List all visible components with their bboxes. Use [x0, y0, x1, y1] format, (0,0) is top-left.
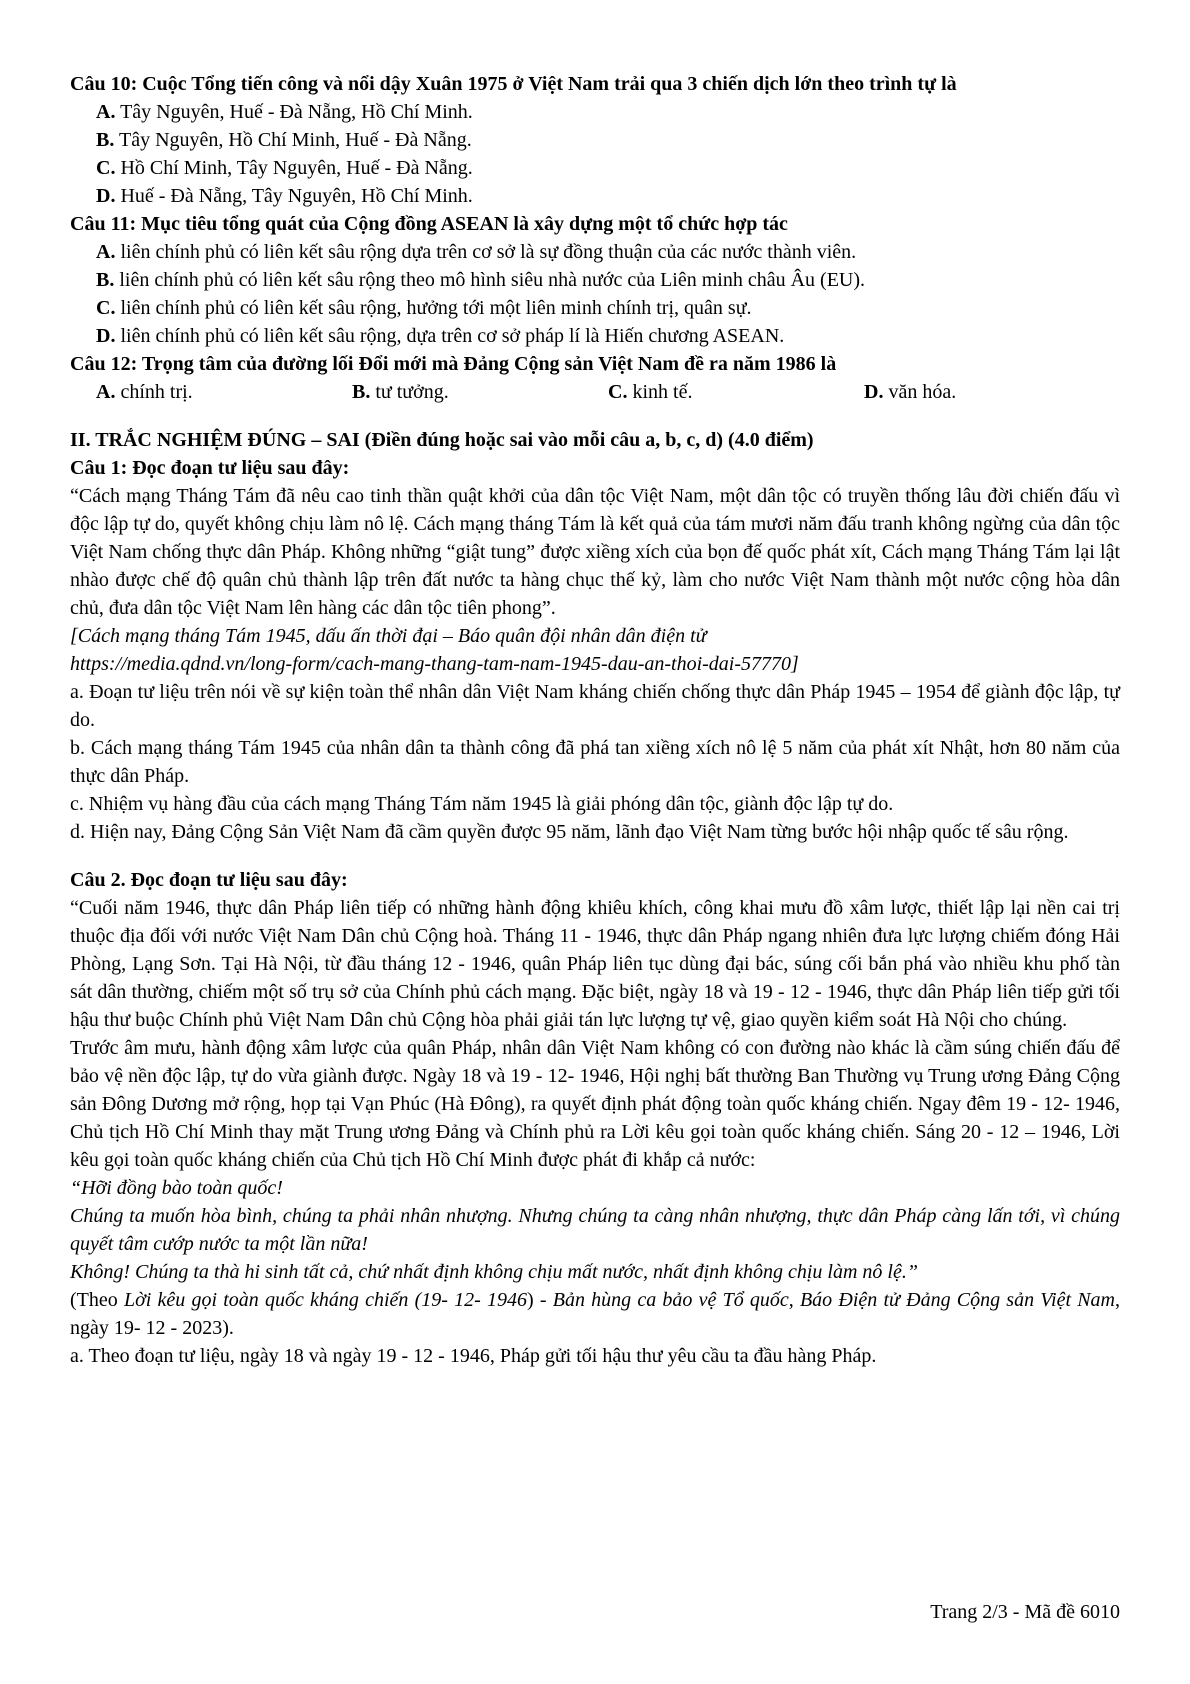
- tf-question-1-statement-a: a. Đoạn tư liệu trên nói về sự kiện toàn thể nhân dân Việt Nam kháng chiến chống thực dân Pháp 1945 – 1954 để giành độc lập, tự do.: [70, 681, 1120, 731]
- question-10-option-d: D. Huế - Đà Nẵng, Tây Nguyên, Hồ Chí Minh.: [96, 185, 473, 207]
- tf-question-2-statement-a: a. Theo đoạn tư liệu, ngày 18 và ngày 19 - 12 - 1946, Pháp gửi tối hậu thư yêu cầu ta đầu hàng Pháp.: [70, 1345, 877, 1367]
- question-10-option-b: B. Tây Nguyên, Hồ Chí Minh, Huế - Đà Nẵng.: [96, 129, 472, 151]
- tf-question-2-source: (Theo Lời kêu gọi toàn quốc kháng chiến (19- 12- 1946) - Bản hùng ca bảo vệ Tổ quốc, Báo Điện tử Đảng Cộng sản Việt Nam, ngày 19- 12 - 2023).: [70, 1289, 1120, 1339]
- page-footer: Trang 2/3 - Mã đề 6010: [930, 1601, 1120, 1623]
- tf-question-1-statement-b: b. Cách mạng tháng Tám 1945 của nhân dân ta thành công đã phá tan xiềng xích nô lệ 5 năm của phát xít Nhật, hơn 80 năm của thực dân Pháp.: [70, 737, 1120, 787]
- tf-question-1-passage: “Cách mạng Tháng Tám đã nêu cao tinh thần quật khởi của dân tộc Việt Nam, một dân tộc có truyền thống lâu đời chiến đấu vì độc lập tự do, quyết không chịu làm nô lệ. Cách mạng tháng Tám là kết quả của tám mươi năm đấu tranh không ngừng của dân tộc Việt Nam chống thực dân Pháp. Không những “giật tung” được xiềng xích của bọn đế quốc phát xít, Cách mạng Tháng Tám lại lật nhào được chế độ quân chủ thành lập trên đất nước ta hàng chục thế kỷ, làm cho nước Việt Nam thành một nước cộng hòa dân chủ, đưa dân tộc Việt Nam lên hàng các dân tộc tiên phong”.: [70, 485, 1120, 619]
- tf-question-1-title: Câu 1: Đọc đoạn tư liệu sau đây:: [70, 457, 350, 479]
- tf-question-1-statement-d: d. Hiện nay, Đảng Cộng Sản Việt Nam đã cầm quyền được 95 năm, lãnh đạo Việt Nam từng bước hội nhập quốc tế sâu rộng.: [70, 821, 1069, 843]
- question-12-title: Câu 12: Trọng tâm của đường lối Đổi mới mà Đảng Cộng sản Việt Nam đề ra năm 1986 là: [70, 353, 837, 375]
- question-11-option-d: D. liên chính phủ có liên kết sâu rộng, dựa trên cơ sở pháp lí là Hiến chương ASEAN.: [96, 325, 785, 347]
- question-12-option-a: A. chính trị.: [96, 381, 193, 403]
- question-12-options: [70, 378, 1120, 406]
- question-10-option-c: C. Hồ Chí Minh, Tây Nguyên, Huế - Đà Nẵng.: [96, 157, 473, 179]
- question-10-option-a: A. Tây Nguyên, Huế - Đà Nẵng, Hồ Chí Minh.: [96, 101, 473, 123]
- tf-question-2-paragraph-2: Trước âm mưu, hành động xâm lược của quân Pháp, nhân dân Việt Nam không có con đường nào khác là cầm súng chiến đấu để bảo vệ nền độc lập, tự do vừa giành được. Ngày 18 và 19 - 12- 1946, Hội nghị bất thường Ban Thường vụ Trung ương Đảng Cộng sản Đông Dương mở rộng, họp tại Vạn Phúc (Hà Đông), ra quyết định phát động toàn quốc kháng chiến. Ngay đêm 19 - 12- 1946, Chủ tịch Hồ Chí Minh thay mặt Trung ương Đảng và Chính phủ ra Lời kêu gọi toàn quốc kháng chiến. Sáng 20 - 12 – 1946, Lời kêu gọi toàn quốc kháng chiến của Chủ tịch Hồ Chí Minh được phát đi khắp cả nước:: [70, 1037, 1120, 1171]
- question-12-option-c: C. kinh tế.: [608, 381, 693, 403]
- tf-question-2-quote-2: Chúng ta muốn hòa bình, chúng ta phải nhân nhượng. Nhưng chúng ta càng nhân nhượng, thực dân Pháp càng lấn tới, vì chúng quyết tâm cướp nước ta một lần nữa!: [70, 1205, 1120, 1255]
- question-11-option-c: C. liên chính phủ có liên kết sâu rộng, hưởng tới một liên minh chính trị, quân sự.: [96, 297, 752, 319]
- tf-question-2-quote-3: Không! Chúng ta thà hi sinh tất cả, chứ nhất định không chịu mất nước, nhất định không chịu làm nô lệ.”: [70, 1261, 918, 1283]
- question-12-option-b: B. tư tưởng.: [352, 381, 449, 403]
- tf-question-2-paragraph-1: “Cuối năm 1946, thực dân Pháp liên tiếp có những hành động khiêu khích, công khai mưu đồ xâm lược, thiết lập lại nền cai trị thuộc địa đối với nước Việt Nam Dân chủ Cộng hoà. Tháng 11 - 1946, thực dân Pháp ngang nhiên đưa lực lượng chiếm đóng Hải Phòng, Lạng Sơn. Tại Hà Nội, từ đầu tháng 12 - 1946, quân Pháp liên tục dùng đại bác, súng cối bắn phá vào nhiều khu phố tàn sát dân thường, chiếm một số trụ sở của Chính phủ cách mạng. Đặc biệt, ngày 18 và 19 - 12 - 1946, thực dân Pháp liên tiếp gửi tối hậu thư buộc Chính phủ Việt Nam Dân chủ Cộng hòa phải giải tán lực lượng tự vệ, giao quyền kiểm soát Hà Nội cho chúng.: [70, 897, 1120, 1031]
- tf-question-2-quote-1: “Hỡi đồng bào toàn quốc!: [70, 1177, 283, 1199]
- question-12-option-d: D. văn hóa.: [864, 381, 957, 403]
- tf-question-2-title: Câu 2. Đọc đoạn tư liệu sau đây:: [70, 869, 348, 891]
- tf-question-1-source-citation: [Cách mạng tháng Tám 1945, dấu ấn thời đại – Báo quân đội nhân dân điện tử: [70, 625, 707, 647]
- section-2-heading: II. TRẮC NGHIỆM ĐÚNG – SAI (Điền đúng hoặc sai vào mỗi câu a, b, c, d) (4.0 điểm): [70, 429, 814, 451]
- spacer: [70, 846, 1120, 866]
- question-11-title: Câu 11: Mục tiêu tổng quát của Cộng đồng ASEAN là xây dựng một tổ chức hợp tác: [70, 213, 788, 235]
- tf-question-1-source-url: https://media.qdnd.vn/long-form/cach-mang-thang-tam-nam-1945-dau-an-thoi-dai-57770]: [70, 653, 799, 675]
- question-10-title: Câu 10: Cuộc Tổng tiến công và nổi dậy Xuân 1975 ở Việt Nam trải qua 3 chiến dịch lớn theo trình tự là: [70, 73, 957, 95]
- question-11-option-a: A. liên chính phủ có liên kết sâu rộng dựa trên cơ sở là sự đồng thuận của các nước thành viên.: [96, 241, 857, 263]
- tf-question-1-statement-c: c. Nhiệm vụ hàng đầu của cách mạng Tháng Tám năm 1945 là giải phóng dân tộc, giành độc lập tự do.: [70, 793, 894, 815]
- question-11-option-b: B. liên chính phủ có liên kết sâu rộng theo mô hình siêu nhà nước của Liên minh châu Âu (EU).: [96, 269, 866, 291]
